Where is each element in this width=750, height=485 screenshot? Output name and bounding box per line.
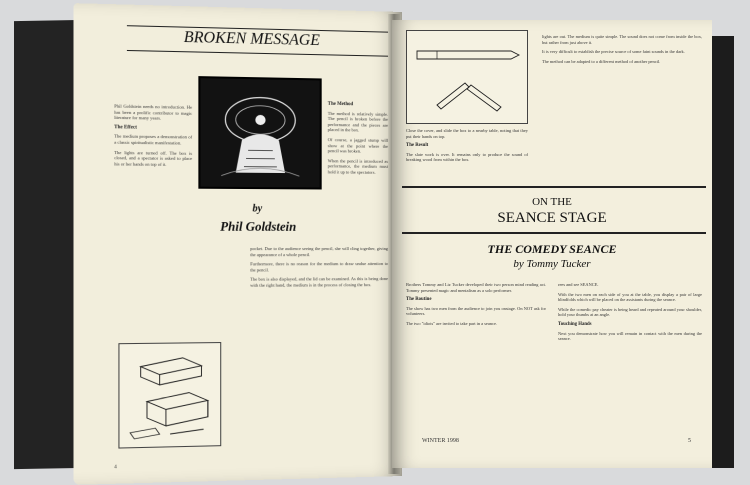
right-page-col-2: lights are out. The medium is quite simple. The sound does not come from inside the box, but rather from just above it. It is very difficult to establish the precise source of some faint sounds in the dark. The method can be adapted to a different method of another pencil.: [542, 34, 702, 64]
byline-author: Phil Goldstein: [220, 219, 297, 234]
illustration-art: [198, 76, 321, 189]
right-page: [392, 20, 712, 468]
right-page-col-1: Close the cover, and slide the box to a nearby table, noting that they put their hands on top. The Result The slate work is over. It remains only to produce the sound of breaking wood from within the box.: [406, 128, 528, 163]
left-folio: 4: [114, 465, 117, 471]
article-title-comedy-seance: THE COMEDY SEANCE: [487, 242, 617, 256]
section-on-the: ON THE: [532, 196, 572, 208]
left-page-col-1: Phil Goldstein needs no introduction. He has been a prolific contributor to magic literature for many years. The Effect The medium proposes a demonstration of a classic spiritualistic manifestation. The lights are turned off. The box is closed, and a spectator is asked to place his or her hands on top of it.: [114, 103, 193, 167]
box-diagram-svg: [119, 343, 220, 447]
box-diagram: [118, 342, 221, 449]
pencil-diagram-svg: [407, 31, 527, 123]
article-title-broken-message: BROKEN MESSAGE: [183, 28, 320, 50]
right-footer-issue: WINTER 1998: [422, 438, 459, 444]
article-byline-tucker: by Tommy Tucker: [513, 258, 591, 270]
section-seance-stage: SEANCE STAGE: [497, 210, 607, 226]
right-page-col-4: rees and see SEANCE. With the two men on each side of you at the table, you display a pair of large blindfolds which will be placed on the assistants during the seance. While the comedic pay cheater is being heard and repeated around your shoulder, hold your thumbs at an angle. Touching Hands Next you demonstrate how you will remain in contact with the men during the seance.: [558, 282, 702, 342]
right-folio: 5: [688, 438, 691, 444]
left-page: [74, 3, 402, 485]
title-rule-bottom: [127, 50, 388, 57]
left-page-col-3: pocket. Due to the audience seeing the pencil, she will cling together, giving the appearance of a whole pencil. Furthermore, there is no reason for the medium to draw undue attention to the pencil. The box is also displayed, and the lid can be examined. As this is being done with the right hand, the medium is in the process of closing the box.: [250, 246, 389, 288]
section-rule-top: [402, 186, 706, 188]
right-page-col-3: Brothers Tommy and Liz Tucker developed their two person mind reading act. Tommy presented magic and mentalism as a solo performer. The Routine The show has two men from the audience to join you onstage. On NOT ask for volunteers. The two "idiots" are invited to take part in a seance.: [406, 282, 546, 326]
illustration-svg: [200, 78, 319, 187]
section-rule-bottom: [402, 232, 706, 234]
pencil-diagram: [406, 30, 528, 124]
byline-by: by: [252, 203, 263, 215]
left-page-col-2: The Method The method is relatively simple. The pencil is broken before the performance and the pieces are placed in the box. Of course, a jagged stump will show at the point where the pencil was broken. When the pencil is introduced as performance, the medium must hold it up to the spectators.: [327, 101, 389, 175]
